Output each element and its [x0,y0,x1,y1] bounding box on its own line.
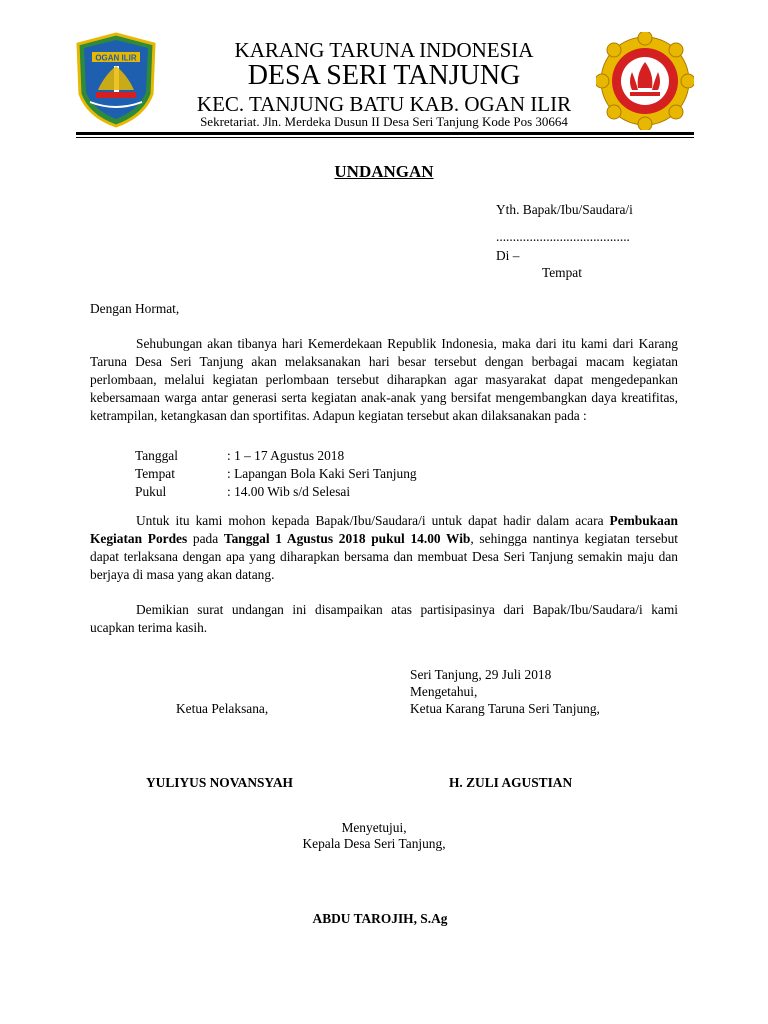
village-head-name: ABDU TAROJIH, S.Ag [312,911,448,926]
letter-title: UNDANGAN [334,162,434,181]
left-signer-title: Ketua Pelaksana, [176,701,269,716]
paragraph-2 [90,512,678,584]
paragraph-1: Sehubungan akan tibanya hari Kemerdekaan Republik Indonesia, maka dari itu kami dari Karang Taruna Desa Seri Tanjung akan melaksanakan hari besar tersebut dengan berbagai macam kegiatan perlombaan, melalui kegiatan perlombaan tersebut diharapkan agar masyarakat dapat mengedepankan kebersamaan warga antar generasi serta kegiatan anak-anak yang bersifat mengembangkan daya kreatifitas, ketrampilan, ketangkasan dan sportifitas. Adapun kegiatan tersebut akan dilaksanakan pada : [90,336,678,423]
detail-row-date [135,448,344,464]
recipient-line-3: Di – [496,248,520,263]
org-name: KARANG TARUNA INDONESIA [234,38,534,62]
left-logo-label: OGAN ILIR [95,53,137,63]
detail-value: : 14.00 Wib s/d Selesai [227,484,351,499]
paragraph-2-text: pada [187,531,224,546]
paragraph-3: Demikian surat undangan ini disampaikan atas partisipasinya dari Bapak/Ibu/Saudara/i kami ucapkan terima kasih. [90,602,678,635]
right-signer-name: H. ZULI AGUSTIAN [449,775,573,790]
recipient-line-4: Tempat [542,265,582,280]
mengetahui-label: Mengetahui, [410,684,478,699]
detail-row-place [135,466,417,482]
detail-value: : 1 – 17 Agustus 2018 [227,448,345,463]
recipient-line-2: ........................................ [496,229,630,244]
detail-label: Pukul [135,484,167,499]
detail-row-time [135,484,350,500]
detail-label: Tanggal [135,448,178,463]
left-signer-name: YULIYUS NOVANSYAH [146,775,293,790]
right-signer-title: Ketua Karang Taruna Seri Tanjung, [410,701,600,716]
address: Sekretariat. Jln. Merdeka Dusun II Desa Seri Tanjung Kode Pos 30664 [200,114,568,129]
approved-label: Menyetujui, [341,820,407,835]
salutation: Dengan Hormat, [90,301,180,316]
detail-label: Tempat [135,466,175,481]
recipient-line-1: Yth. Bapak/Ibu/Saudara/i [496,202,633,217]
detail-value: : Lapangan Bola Kaki Seri Tanjung [227,466,417,481]
village-name: DESA SERI TANJUNG [247,60,521,91]
district-name: KEC. TANJUNG BATU KAB. OGAN ILIR [196,92,572,116]
event-name: Pembukaan Kegiatan Pordes [90,513,678,546]
event-date-time: Tanggal 1 Agustus 2018 pukul 14.00 Wib [223,531,471,546]
header-rule-thin [76,137,694,138]
village-head-title: Kepala Desa Seri Tanjung, [302,836,446,851]
place-date: Seri Tanjung, 29 Juli 2018 [410,667,552,682]
paragraph-2-text: , sehingga nantinya kegiatan tersebut dapat terlaksana dengan apa yang diharapkan bersama dan membuat Desa Seri Tanjung semakin maju dan berjaya di masa yang akan datang. [90,531,678,582]
header-rule-thick [76,132,694,135]
paragraph-2-text: Untuk itu kami mohon kepada Bapak/Ibu/Saudara/i untuk dapat hadir dalam acara [136,513,610,528]
